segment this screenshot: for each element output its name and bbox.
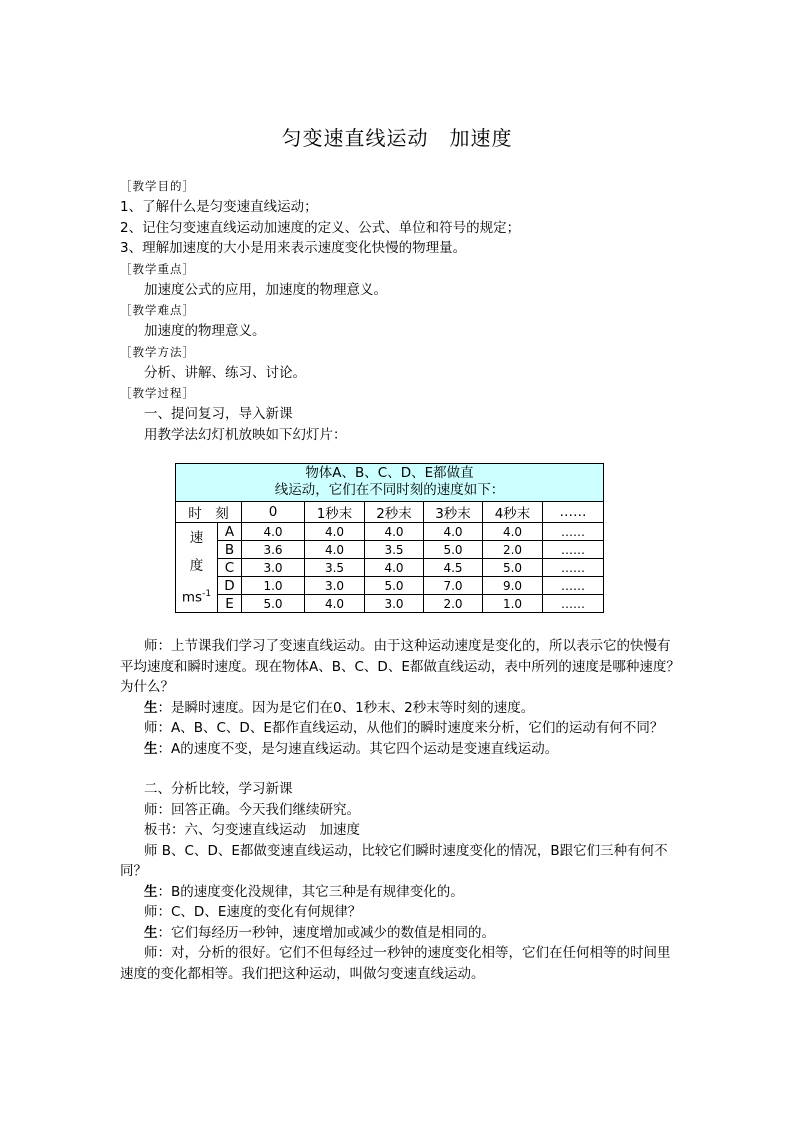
teacher-paragraph-4: 师 B、C、D、E都做变速直线运动，比较它们瞬时速度变化的情况，B跟它们三种有何不同？ <box>120 842 668 879</box>
side-label-char-2: 度 <box>189 557 204 574</box>
table-cell: 4.0 <box>365 559 424 577</box>
difficulty-text: 加速度的物理意义。 <box>144 323 266 339</box>
row-label: E <box>218 595 242 613</box>
row-label: D <box>218 577 242 595</box>
teacher-paragraph-6: 师：对，分析的很好。它们不但每经过一秒钟的速度变化相等，它们在任何相等的时间里速度的变化都相等。我们把这种运动，叫做匀变速直线运动。 <box>120 945 671 982</box>
table-cell: 4.0 <box>483 523 543 541</box>
student-paragraph-4: 生：它们每经历一秒钟，速度增加或减少的数值是相同的。 <box>144 924 495 941</box>
table-cell: 4.0 <box>305 523 365 541</box>
table-row <box>176 541 604 559</box>
table-cell: 4.0 <box>424 523 483 541</box>
teacher-paragraph-5: 师：C、D、E速度的变化有何规律？ <box>144 904 362 920</box>
difficulty-heading: ［教学难点］ <box>120 303 195 317</box>
speaker-label: 生 <box>144 740 158 757</box>
blackboard-note: 板书：六、匀变速直线运动 加速度 <box>144 822 360 838</box>
column-header: 4秒末 <box>483 502 543 523</box>
process-heading: ［教学过程］ <box>120 386 195 400</box>
table-caption-line-2: 线运动，它们在不同时刻的速度如下： <box>274 482 505 498</box>
page-title: 匀变速直线运动 加速度 <box>281 126 513 150</box>
speed-side-label <box>176 523 218 613</box>
table-row <box>176 523 604 541</box>
step1-title: 一、提问复习，导入新课 <box>144 406 293 422</box>
table-cell: 4.0 <box>365 523 424 541</box>
dialogue-content <box>120 636 680 984</box>
table-cell: 2.0 <box>483 541 543 559</box>
key-text: 加速度公式的应用，加速度的物理意义。 <box>144 281 387 298</box>
row-label: A <box>218 523 242 541</box>
teacher-paragraph-2: 师：A、B、C、D、E都作直线运动，从他们的瞬时速度来分析，它们的运动有何不同？ <box>144 720 664 736</box>
student-paragraph-1: 生：是瞬时速度。因为是它们在0、1秒末、2秒末等时刻的速度。 <box>144 699 535 716</box>
table-cell: 3.0 <box>305 577 365 595</box>
student-paragraph-3: 生：B的速度变化没规律，其它三种是有规律变化的。 <box>144 883 464 900</box>
table-cell: 2.0 <box>424 595 483 613</box>
column-header: 2秒末 <box>365 502 424 523</box>
table-caption <box>176 464 604 502</box>
table-cell: …… <box>543 577 604 595</box>
table-cell: 4.0 <box>305 541 365 559</box>
table-cell: 5.0 <box>365 577 424 595</box>
column-header: 1秒末 <box>305 502 365 523</box>
speed-table <box>175 463 604 613</box>
table-cell: 3.0 <box>365 595 424 613</box>
table-cell: 5.0 <box>242 595 305 613</box>
table-cell: 5.0 <box>424 541 483 559</box>
speaker-label: 生 <box>144 699 158 716</box>
column-header: 0 <box>242 502 305 523</box>
table-cell: 4.5 <box>424 559 483 577</box>
row-label: C <box>218 559 242 577</box>
table-cell: …… <box>543 541 604 559</box>
table-cell: …… <box>543 595 604 613</box>
teacher-paragraph-3: 师：回答正确。今天我们继续研究。 <box>144 801 360 818</box>
table-cell: 3.5 <box>305 559 365 577</box>
student-paragraph-2: 生：A的速度不变，是匀速直线运动。其它四个运动是变速直线运动。 <box>144 740 559 757</box>
method-heading: ［教学方法］ <box>120 344 195 359</box>
step2-title: 二、分析比较，学习新课 <box>144 781 293 797</box>
table-row <box>176 595 604 613</box>
side-label-char-1: 速 <box>189 529 204 546</box>
table-cell: …… <box>543 559 604 577</box>
teacher-paragraph-1: 师：上节课我们学习了变速直线运动。由于这种运动速度是变化的，所以表示它的快慢有平均速度和瞬时速度。现在物体A、B、C、D、E都做直线运动，表中所列的速度是哪种速度？为什么？ <box>120 638 680 695</box>
column-header: 3秒末 <box>424 502 483 523</box>
table-cell: …… <box>543 523 604 541</box>
method-text: 分析、讲解、练习、讨论。 <box>144 364 306 381</box>
goal-item-2: 2、记住匀变速直线运动加速度的定义、公式、单位和符号的规定； <box>120 219 521 236</box>
table-row <box>176 577 604 595</box>
goal-item-3: 3、理解加速度的大小是用来表示速度变化快慢的物理量。 <box>120 240 467 256</box>
table-cell: 4.0 <box>305 595 365 613</box>
side-label-unit: $ms^{-1}$ <box>181 588 212 606</box>
speaker-label: 生 <box>144 883 158 900</box>
table-cell: 3.6 <box>242 541 305 559</box>
lesson-content <box>120 176 680 445</box>
table-cell: 7.0 <box>424 577 483 595</box>
table-cell: 9.0 <box>483 577 543 595</box>
key-heading: ［教学重点］ <box>120 261 195 276</box>
goal-item-1: 1、了解什么是匀变速直线运动； <box>120 199 318 215</box>
table-row <box>176 559 604 577</box>
table-cell: 3.0 <box>242 559 305 577</box>
table-header-row <box>176 502 604 523</box>
table-cell: 3.5 <box>365 541 424 559</box>
table-cell: 1.0 <box>242 577 305 595</box>
time-label: 时 刻 <box>176 502 242 523</box>
column-header: …… <box>543 502 604 523</box>
table-caption-line-1: 物体A、B、C、D、E都做直 <box>305 465 474 481</box>
row-label: B <box>218 541 242 559</box>
step1-text: 用教学法幻灯机放映如下幻灯片： <box>144 426 347 443</box>
speed-table-wrapper <box>175 463 603 613</box>
table-cell: 5.0 <box>483 559 543 577</box>
speaker-label: 生 <box>144 924 158 941</box>
table-cell: 1.0 <box>483 595 543 613</box>
goal-heading: ［教学目的］ <box>120 179 195 193</box>
table-cell: 4.0 <box>242 523 305 541</box>
